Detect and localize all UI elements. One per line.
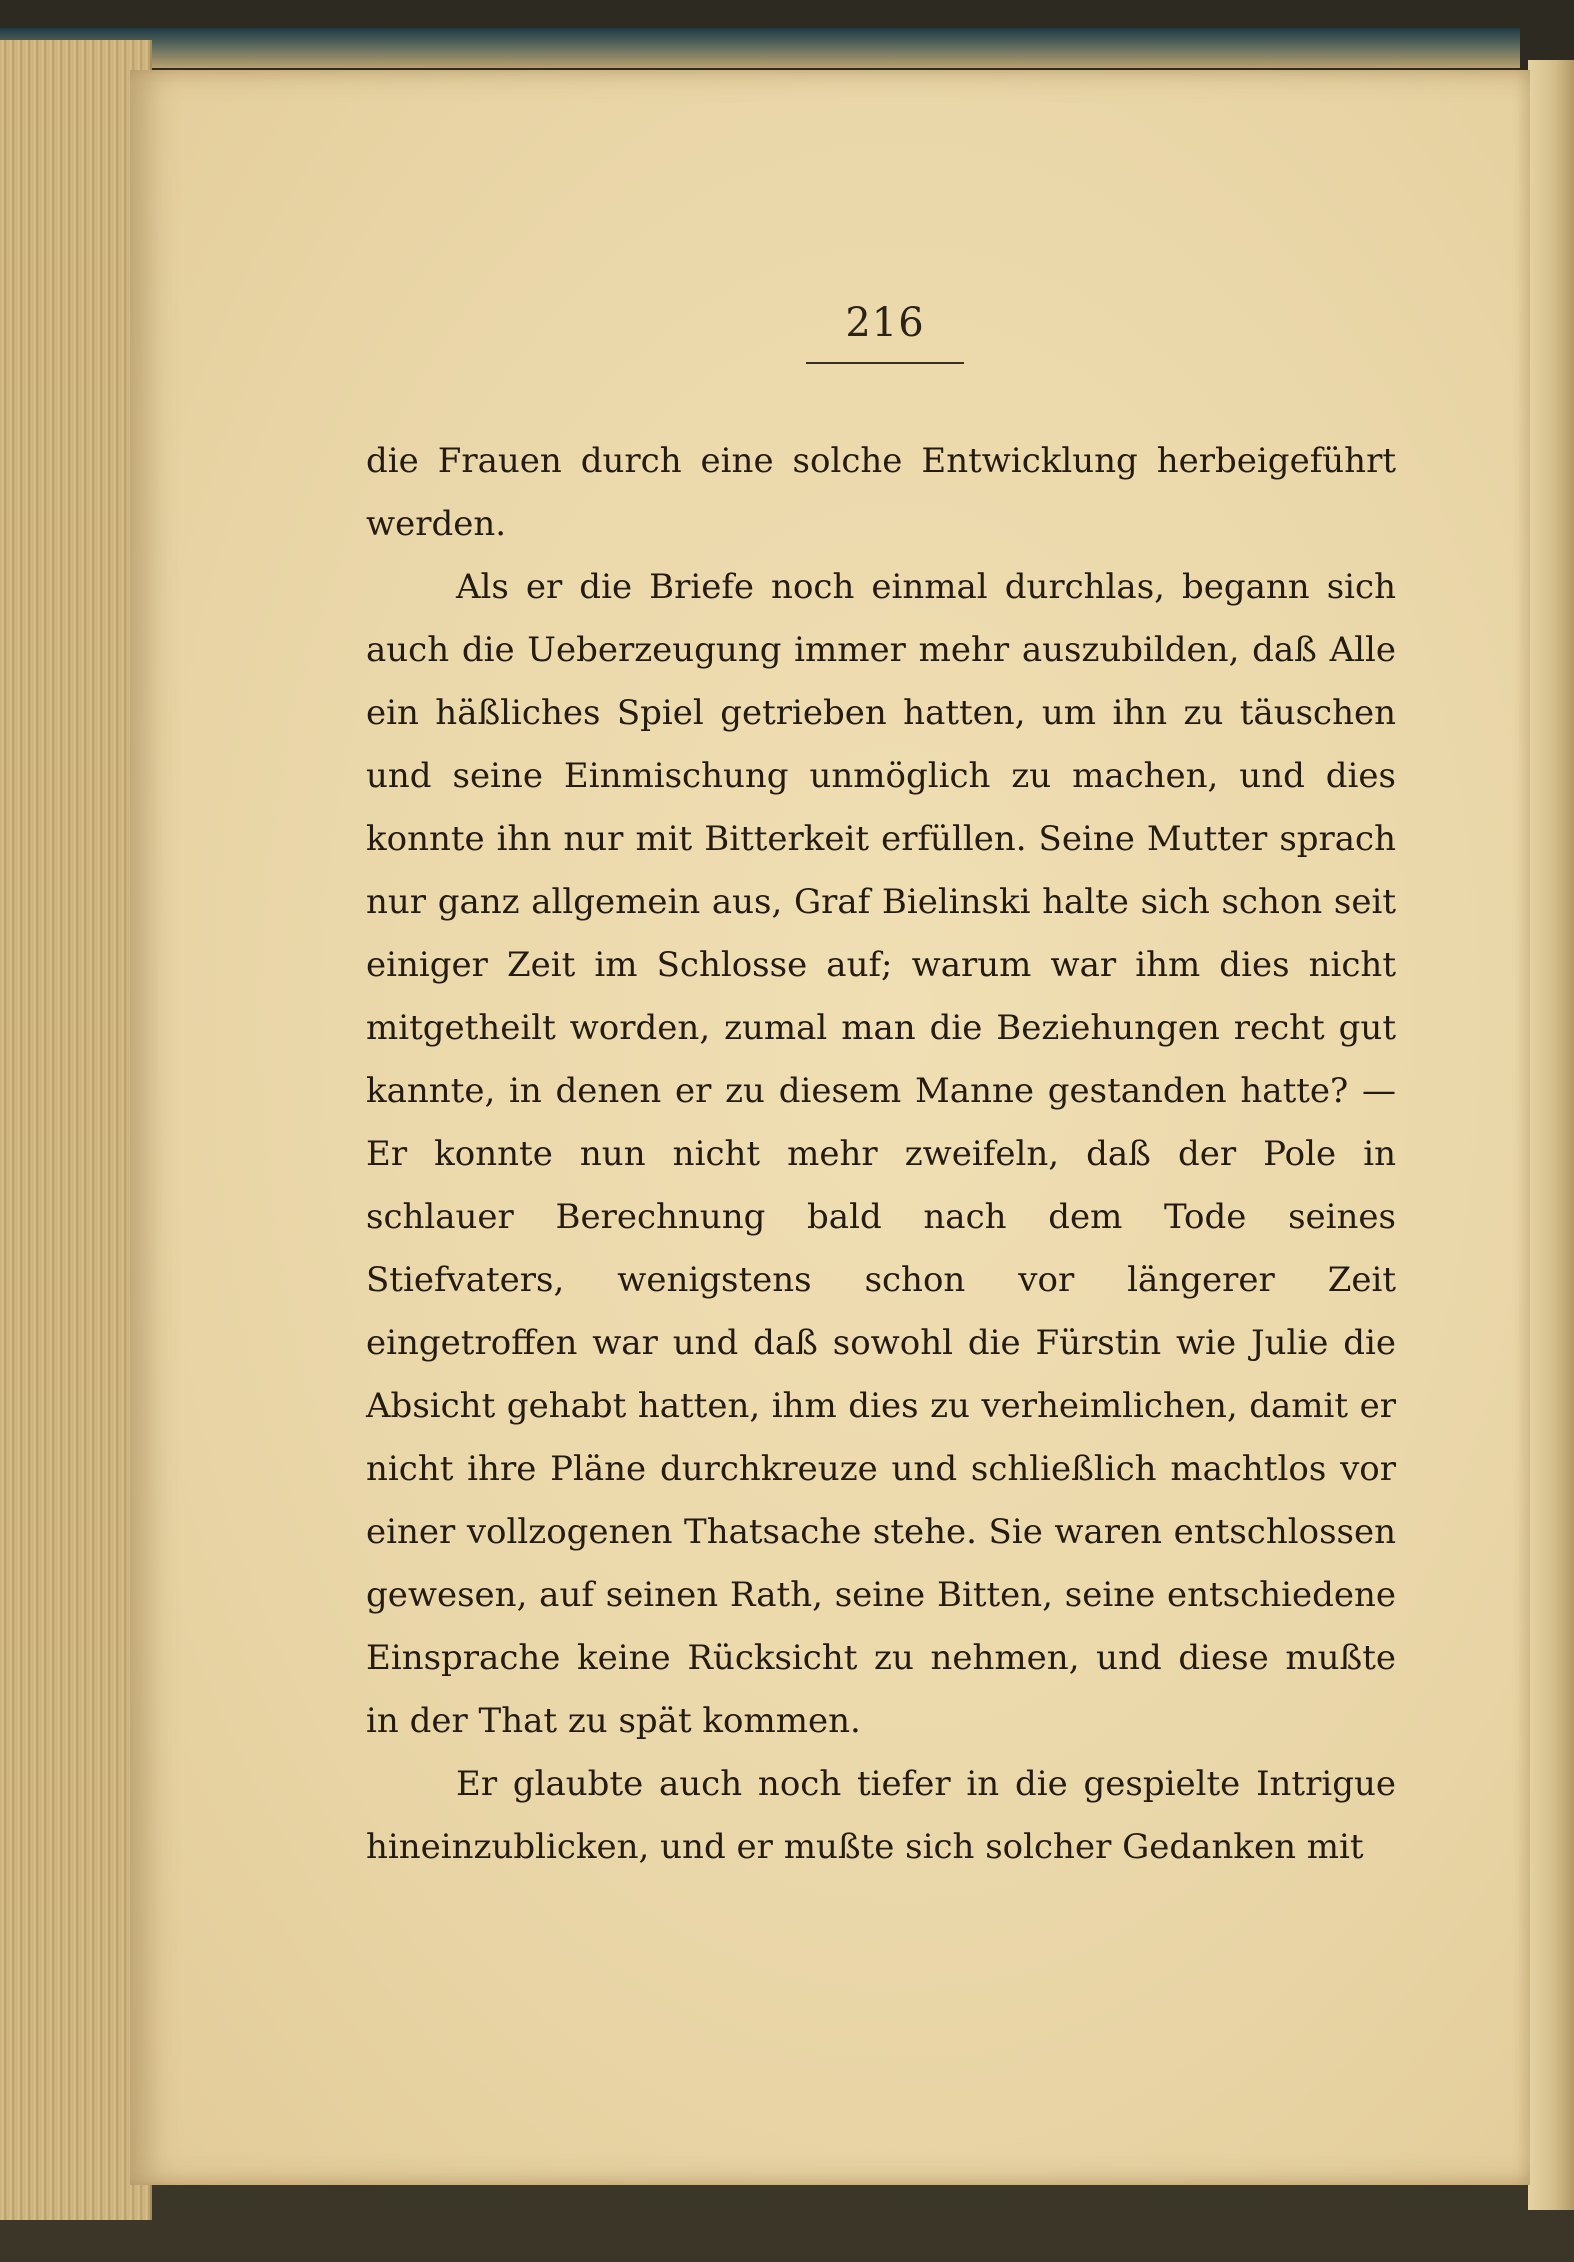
body-text bbox=[366, 430, 1396, 1879]
book-top-edge bbox=[0, 28, 1520, 68]
page-number-rule bbox=[806, 362, 964, 364]
paragraph-continued: die Frauen durch eine solche Entwicklung herbeigeführt werden. bbox=[366, 441, 1396, 544]
paragraph: Er glaubte auch noch tiefer in die gespielte Intrigue hineinzublicken, und er mußte sich solcher Gedanken mit bbox=[366, 1764, 1396, 1867]
page-number: 216 bbox=[845, 300, 925, 346]
book-cover-edge bbox=[1528, 60, 1574, 2210]
paragraph: Als er die Briefe noch einmal durchlas, begann sich auch die Ueberzeugung immer mehr auszubilden, daß Alle ein häßliches Spiel getrieben hatten, um ihn zu täuschen und seine Einmischung unmöglich zu machen, und dies konnte ihn nur mit Bitterkeit erfüllen. Seine Mutter sprach nur ganz allgemein aus, Graf Bielinski halte sich schon seit einiger Zeit im Schlosse auf; warum war ihm dies nicht mitgetheilt worden, zumal man die Beziehungen recht gut kannte, in denen er zu diesem Manne gestanden hatte? — Er konnte nun nicht mehr zweifeln, daß der Pole in schlauer Berechnung bald nach dem Tode seines Stiefvaters, wenigstens schon vor längerer Zeit eingetroffen war und daß sowohl die Fürstin wie Julie die Absicht gehabt hatten, ihm dies zu verheimlichen, damit er nicht ihre Pläne durchkreuze und schließlich machtlos vor einer vollzogenen Thatsache stehe. Sie waren entschlossen gewesen, auf seinen Rath, seine Bitten, seine entschiedene Einsprache keine Rücksicht zu nehmen, und diese mußte in der That zu spät kommen. bbox=[366, 567, 1396, 1741]
